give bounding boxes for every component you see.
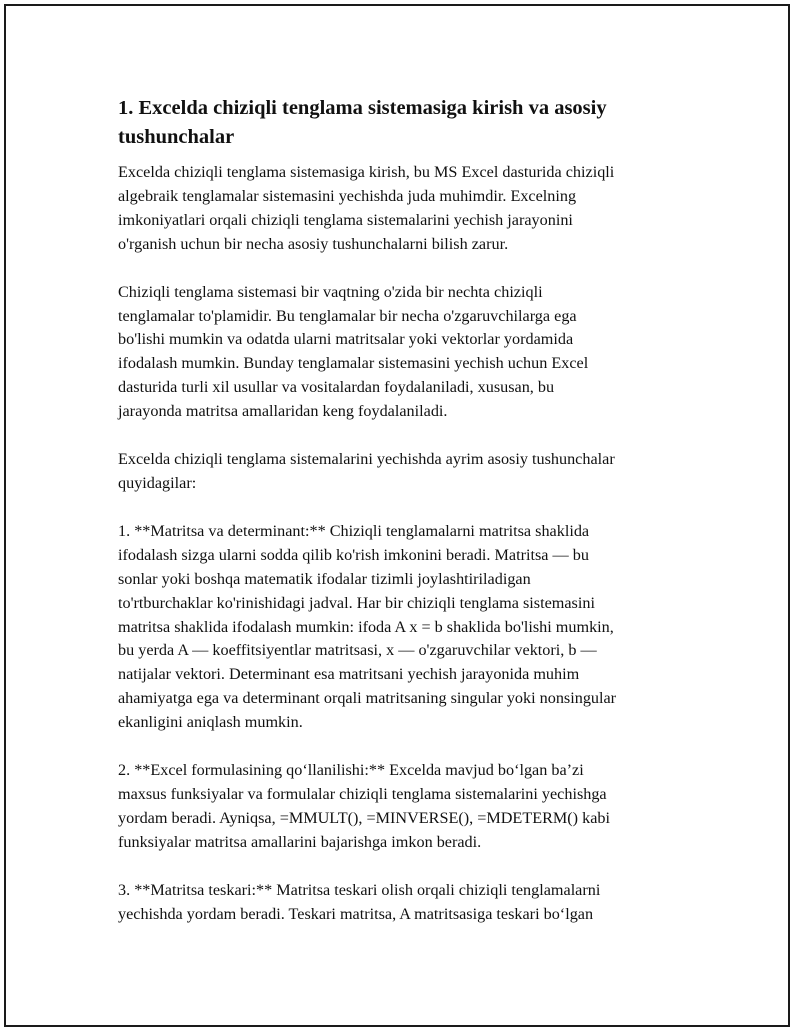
heading-line: 1. Excelda chiziqli tenglama sistemasiga kirish va asosiy [118,97,607,119]
text-line: yechishda yordam beradi. Teskari matritsa, A matritsasiga teskari boʻlgan [118,904,594,923]
text-line: yordam beradi. Ayniqsa, =MMULT(), =MINVERSE(), =MDETERM() kabi [118,808,610,827]
heading-line: tushunchalar [118,126,235,148]
text-line: natijalar vektori. Determinant esa matritsani yechish jarayonida muhim [118,665,580,684]
text-line: 2. **Excel formulasining qoʻllanilishi:** Excelda mavjud boʻlgan baʼzi [118,761,584,780]
document-body [118,94,698,926]
text-line: algebraik tenglamalar sistemasini yechishda juda muhimdir. Excelning [118,186,577,205]
text-line: ekanligini aniqlash mumkin. [118,713,303,732]
text-line: quyidagilar: [118,473,197,492]
paragraph-lead-in [118,448,698,496]
text-line: dasturida turli xil usullar va vositalardan foydalaniladi, xususan, bu [118,378,555,397]
paragraph-item-2 [118,759,698,855]
paragraph-item-1 [118,520,698,735]
text-line: ifodalash sizga ularni sodda qilib ko'rish imkonini beradi. Matritsa — bu [118,545,589,564]
paragraph-item-3 [118,879,698,927]
text-line: tenglamalar to'plamidir. Bu tenglamalar bir necha o'zgaruvchilarga ega [118,306,577,325]
text-line: ifodalash mumkin. Bunday tenglamalar sistemasini yechish uchun Excel [118,354,589,373]
text-line: sonlar yoki boshqa matematik ifodalar tizimli joylashtiriladigan [118,569,531,588]
text-line: Chiziqli tenglama sistemasi bir vaqtning o'zida bir nechta chiziqli [118,282,543,301]
text-line: bu yerda A — koeffitsiyentlar matritsasi, x — o'zgaruvchilar vektori, b — [118,641,597,660]
text-line: ahamiyatga ega va determinant orqali matritsaning singular yoki nonsingular [118,689,617,708]
text-line: Excelda chiziqli tenglama sistemasiga kirish, bu MS Excel dasturida chiziqli [118,163,615,181]
text-line: funksiyalar matritsa amallarini bajarishga imkon beradi. [118,832,482,851]
text-line: bo'lishi mumkin va odatda ularni matritsalar yoki vektorlar yordamida [118,330,574,349]
text-line: 3. **Matritsa teskari:** Matritsa teskari olish orqali chiziqli tenglamalarni [118,880,601,899]
text-line: Excelda chiziqli tenglama sistemalarini yechishda ayrim asosiy tushunchalar [118,450,615,469]
text-line: jarayonda matritsa amallaridan keng foydalaniladi. [118,402,448,421]
section-heading [118,94,698,152]
text-line: matritsa shaklida ifodalash mumkin: ifoda A x = b shaklida bo'lishi mumkin, [118,617,614,636]
text-line: imkoniyatlari orqali chiziqli tenglama sistemalarini yechish jarayonini [118,210,573,229]
text-line: to'rtburchaklar ko'rinishidagi jadval. Har bir chiziqli tenglama sistemasini [118,593,595,612]
text-line: maxsus funksiyalar va formulalar chiziqli tenglama sistemalarini yechishga [118,784,607,803]
text-line: 1. **Matritsa va determinant:** Chiziqli tenglamalarni matritsa shaklida [118,521,590,540]
paragraph-intro [118,161,698,257]
text-line: o'rganish uchun bir necha asosiy tushunchalarni bilish zarur. [118,234,509,253]
paragraph-definition [118,281,698,424]
